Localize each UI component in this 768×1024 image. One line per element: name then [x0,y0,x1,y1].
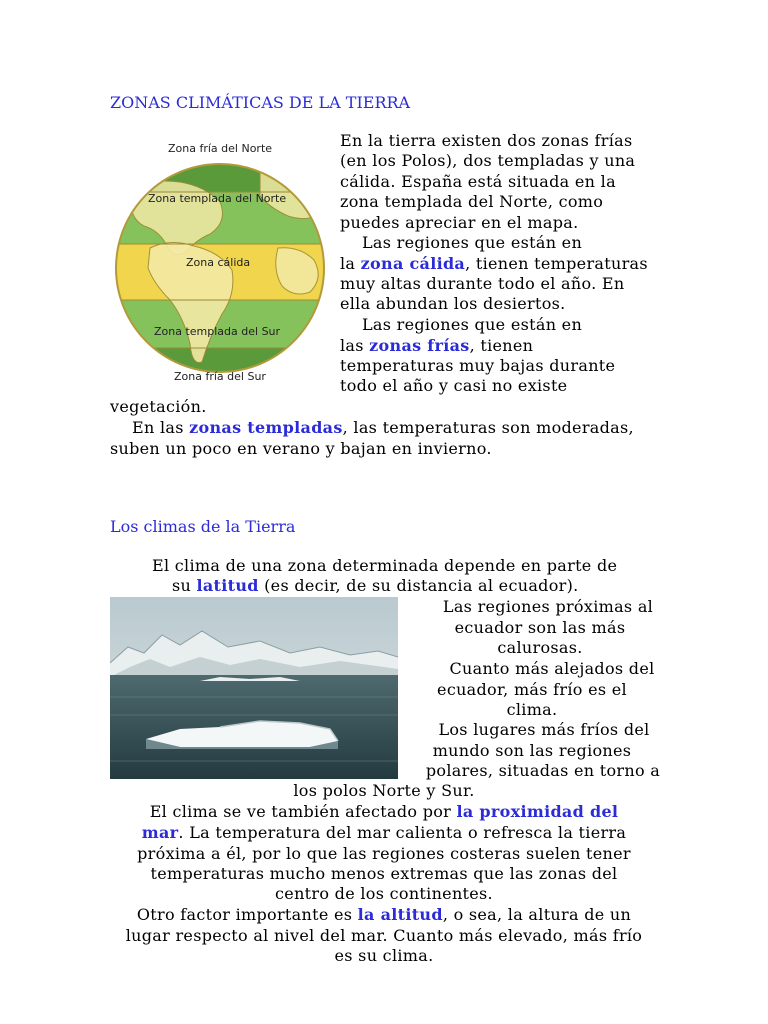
text-line: mar. La temperatura del mar calienta o refresca la tierra [141,823,627,842]
text-line: Las regiones que están en [362,315,583,334]
label-north-temperate: Zona templada del Norte [148,192,287,205]
text-line: (en los Polos), dos templadas y una [340,151,636,170]
text-line: cálida. España está situada en la [340,172,616,191]
text-line: Las regiones que están en [362,233,583,252]
text-line: Los lugares más fríos del [438,720,650,739]
text-line: El clima se ve también afectado por la proximidad del [149,802,619,821]
highlight-proximidad-del-mar: la proximidad del [456,802,619,821]
highlight-mar: mar [141,823,179,842]
text-line: Otro factor importante es la altitud, o sea, la altura de un [136,905,632,924]
text-line: temperaturas mucho menos extremas que las zonas del [150,864,618,883]
text-line: es su clima. [334,946,434,965]
text-line: suben un poco en verano y bajan en invierno. [110,439,492,458]
text-line: clima. [506,700,558,719]
text-line: En la tierra existen dos zonas frías [340,131,633,150]
text-line: las zonas frías, tienen [340,336,534,355]
text-line: centro de los continentes. [275,884,493,903]
climate-zones-globe [110,130,330,390]
highlight-zonas-templadas: zonas templadas [189,418,343,437]
text-line: calurosas. [497,638,583,657]
text-line: temperaturas muy bajas durante [340,356,616,375]
text-line: lugar respecto al nivel del mar. Cuanto más elevado, más frío [125,926,643,945]
highlight-zona-calida: zona cálida [360,254,466,273]
highlight-la-altitud: la altitud [357,905,443,924]
text-line: ella abundan los desiertos. [340,294,566,313]
highlight-zonas-frias: zonas frías [369,336,470,355]
text-line: En las zonas templadas, las temperaturas son moderadas, [132,418,634,437]
text-line: su latitud (es decir, de su distancia al ecuador). [172,576,579,595]
text-line: ecuador, más frío es el [437,680,627,699]
text-line: El clima de una zona determinada depende en parte de [152,556,618,575]
highlight-latitud: latitud [196,576,259,595]
text-line: Cuanto más alejados del [449,659,655,678]
text-line: próxima a él, por lo que las regiones costeras suelen tener [137,844,631,863]
label-south-cold: Zona fría del Sur [174,370,266,383]
text-line: zona templada del Norte, como [340,192,604,211]
text-line: polares, situadas en torno a [425,761,661,780]
text-line: la zona cálida, tienen temperaturas [340,254,648,273]
iceberg-photo [110,597,398,779]
section-title-climas: Los climas de la Tierra [110,517,296,536]
text-line: Las regiones próximas al [442,597,654,616]
section-title-zonas: ZONAS CLIMÁTICAS DE LA TIERRA [110,93,411,112]
label-warm: Zona cálida [186,256,251,269]
text-line: todo el año y casi no existe [340,376,568,395]
text-line: vegetación. [110,397,207,416]
label-south-temperate: Zona templada del Sur [154,325,281,338]
label-north-cold: Zona fría del Norte [168,142,273,155]
text-line: ecuador son las más [454,618,626,637]
text-line: los polos Norte y Sur. [293,781,475,800]
text-line: puedes apreciar en el mapa. [340,213,579,232]
text-line: mundo son las regiones [432,741,632,760]
text-line: muy altas durante todo el año. En [340,274,625,293]
